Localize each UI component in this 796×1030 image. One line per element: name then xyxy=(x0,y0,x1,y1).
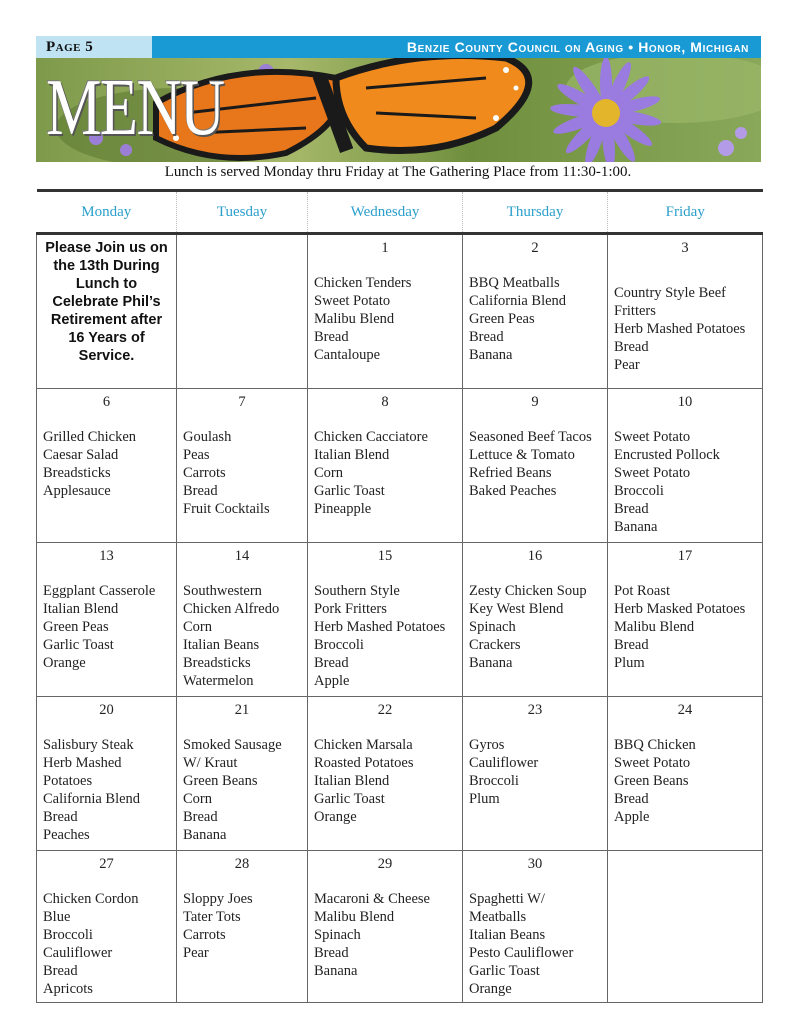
menu-items xyxy=(37,724,176,844)
day-number: 14 xyxy=(234,548,250,564)
menu-item: Breadsticks xyxy=(183,655,251,671)
menu-item: Carrots xyxy=(183,465,226,481)
menu-item: Broccoli xyxy=(314,637,364,653)
menu-item: Southwestern xyxy=(183,583,262,599)
menu-item: Fritters xyxy=(614,303,656,319)
menu-item: Green Beans xyxy=(614,773,689,789)
menu-items xyxy=(37,416,176,500)
menu-item: Southern Style xyxy=(314,583,400,599)
menu-item: Eggplant Casserole xyxy=(43,583,156,599)
day-cell xyxy=(308,389,463,543)
menu-item: Orange xyxy=(43,655,86,671)
menu-items xyxy=(463,724,607,808)
menu-item: Italian Beans xyxy=(183,637,260,653)
menu-item: Banana xyxy=(469,655,513,671)
menu-items xyxy=(308,724,462,826)
menu-item: Sloppy Joes xyxy=(183,891,253,907)
menu-item: Pork Fritters xyxy=(314,601,387,617)
day-number: 7 xyxy=(238,394,246,410)
weekday-header: Wednesday xyxy=(308,191,463,234)
menu-calendar xyxy=(36,189,763,1003)
menu-item: Spinach xyxy=(314,927,361,943)
menu-item: Bread xyxy=(614,637,649,653)
menu-item: Sweet Potato xyxy=(614,429,691,445)
menu-item: Sweet Potato xyxy=(314,293,391,309)
menu-item: Corn xyxy=(183,791,212,807)
menu-items xyxy=(608,416,762,536)
menu-item: Plum xyxy=(614,655,645,671)
day-cell xyxy=(308,234,463,389)
menu-items xyxy=(308,262,462,364)
menu-item: Green Peas xyxy=(469,311,535,327)
day-cell xyxy=(608,543,763,697)
day-cell xyxy=(608,851,763,1003)
menu-item: Sweet Potato xyxy=(614,755,691,771)
menu-item: Potatoes xyxy=(43,773,93,789)
menu-items xyxy=(463,262,607,364)
menu-item: Roasted Potatoes xyxy=(314,755,414,771)
menu-items xyxy=(608,570,762,672)
day-number: 23 xyxy=(527,702,543,718)
menu-item: Italian Blend xyxy=(314,773,390,789)
day-number xyxy=(177,235,307,262)
menu-title: MENU xyxy=(46,64,224,152)
menu-item: Bread xyxy=(614,339,649,355)
menu-item: Cauliflower xyxy=(469,755,539,771)
menu-items xyxy=(463,570,607,672)
day-cell xyxy=(463,697,608,851)
lunch-schedule-note: Lunch is served Monday thru Friday at The Gathering Place from 11:30-1:00. xyxy=(164,164,632,180)
day-cell xyxy=(177,851,308,1003)
menu-item: Apple xyxy=(314,673,350,689)
menu-item: Tater Tots xyxy=(183,909,241,925)
menu-item: Pesto Cauliflower xyxy=(469,945,574,961)
menu-item: Bread xyxy=(469,329,504,345)
menu-item: Goulash xyxy=(183,429,232,445)
menu-items xyxy=(463,878,607,998)
menu-item: Chicken Cacciatore xyxy=(314,429,428,445)
menu-item: Peas xyxy=(183,447,210,463)
menu-item: Spinach xyxy=(469,619,516,635)
day-cell xyxy=(463,234,608,389)
menu-item: Orange xyxy=(314,809,357,825)
weekday-header: Tuesday xyxy=(177,191,308,234)
menu-item: Chicken Alfredo xyxy=(183,601,280,617)
menu-item: Green Peas xyxy=(43,619,109,635)
menu-item: Orange xyxy=(469,981,512,997)
menu-item: Banana xyxy=(614,519,658,535)
week-row xyxy=(37,389,763,543)
day-number: 10 xyxy=(677,394,693,410)
menu-item: Corn xyxy=(314,465,343,481)
menu-item: Plum xyxy=(469,791,500,807)
menu-item: W/ Kraut xyxy=(183,755,238,771)
menu-item: Zesty Chicken Soup xyxy=(469,583,587,599)
menu-items xyxy=(308,570,462,690)
menu-item: Bread xyxy=(183,483,218,499)
menu-item: Bread xyxy=(183,809,218,825)
day-cell xyxy=(177,543,308,697)
menu-items xyxy=(37,570,176,672)
menu-item: Baked Peaches xyxy=(469,483,557,499)
day-cell xyxy=(37,851,177,1003)
weekday-header: Thursday xyxy=(463,191,608,234)
menu-item: Caesar Salad xyxy=(43,447,119,463)
weekday-header: Friday xyxy=(608,191,763,234)
menu-item: Green Beans xyxy=(183,773,258,789)
menu-item: Peaches xyxy=(43,827,90,843)
day-cell xyxy=(463,389,608,543)
retirement-announcement: Please Join us on the 13th During Lunch to Celebrate Phil’s Retirement after 16 Years of Service. xyxy=(45,240,168,364)
day-number: 16 xyxy=(527,548,543,564)
day-cell xyxy=(177,234,308,389)
menu-item: Key West Blend xyxy=(469,601,564,617)
day-cell xyxy=(463,851,608,1003)
menu-item: Chicken Marsala xyxy=(314,737,413,753)
day-cell xyxy=(37,697,177,851)
menu-item: Broccoli xyxy=(43,927,93,943)
day-cell xyxy=(308,543,463,697)
menu-item: Malibu Blend xyxy=(314,909,395,925)
day-number: 29 xyxy=(377,856,393,872)
menu-item: Seasoned Beef Tacos xyxy=(469,429,592,445)
menu-items xyxy=(177,416,307,518)
menu-item: Bread xyxy=(314,329,349,345)
menu-item: Pot Roast xyxy=(614,583,670,599)
menu-item: Bread xyxy=(314,655,349,671)
day-number: 2 xyxy=(531,240,539,256)
day-number: 8 xyxy=(381,394,389,410)
menu-item: Garlic Toast xyxy=(314,483,385,499)
menu-item: Pear xyxy=(183,945,209,961)
menu-item: Apricots xyxy=(43,981,93,997)
weekday-header-row xyxy=(37,191,763,234)
menu-item: Italian Blend xyxy=(314,447,390,463)
day-number: 20 xyxy=(99,702,114,718)
day-cell xyxy=(37,543,177,697)
week-row xyxy=(37,697,763,851)
menu-item: Lettuce & Tomato xyxy=(469,447,575,463)
menu-item: Bread xyxy=(43,963,78,979)
week-row xyxy=(37,234,763,389)
day-number: 30 xyxy=(527,856,543,872)
menu-item: Broccoli xyxy=(469,773,519,789)
menu-item: Bread xyxy=(614,501,649,517)
menu-item: Encrusted Pollock xyxy=(614,447,720,463)
page-number: Page 5 xyxy=(36,36,152,58)
menu-item: Cauliflower xyxy=(43,945,113,961)
menu-item: Herb Mashed Potatoes xyxy=(614,321,746,337)
menu-item: Smoked Sausage xyxy=(183,737,282,753)
menu-item: Corn xyxy=(183,619,212,635)
menu-item: Meatballs xyxy=(469,909,527,925)
menu-items xyxy=(608,878,762,890)
day-number: 13 xyxy=(99,548,114,564)
menu-item: Crackers xyxy=(469,637,521,653)
menu-item: Garlic Toast xyxy=(469,963,540,979)
day-number: 28 xyxy=(234,856,250,872)
menu-item: Refried Beans xyxy=(469,465,552,481)
menu-item: Macaroni & Cheese xyxy=(314,891,430,907)
menu-item: Blue xyxy=(43,909,71,925)
menu-item: Malibu Blend xyxy=(614,619,695,635)
day-number: 21 xyxy=(234,702,250,718)
menu-item: Herb Masked Potatoes xyxy=(614,601,746,617)
menu-items xyxy=(177,878,307,962)
menu-item: Bread xyxy=(43,809,78,825)
menu-item: Banana xyxy=(314,963,358,979)
menu-items xyxy=(37,878,176,998)
menu-item: Fruit Cocktails xyxy=(183,501,270,517)
menu-item: Banana xyxy=(183,827,227,843)
day-number: 24 xyxy=(677,702,693,718)
menu-item: Malibu Blend xyxy=(314,311,395,327)
menu-item: Breadsticks xyxy=(43,465,111,481)
menu-items xyxy=(177,724,307,844)
day-number: 1 xyxy=(381,240,389,256)
menu-items xyxy=(177,262,307,274)
day-cell xyxy=(37,234,177,389)
week-row xyxy=(37,543,763,697)
menu-item: Herb Mashed Potatoes xyxy=(314,619,446,635)
menu-item: Apple xyxy=(614,809,650,825)
day-number: 9 xyxy=(531,394,539,410)
menu-items xyxy=(608,724,762,826)
menu-item: California Blend xyxy=(43,791,141,807)
week-row xyxy=(37,851,763,1003)
menu-item: BBQ Meatballs xyxy=(469,275,560,291)
organization-title: Benzie County Council on Aging • Honor, Michigan xyxy=(406,39,749,55)
menu-item: Banana xyxy=(469,347,513,363)
menu-item: Cantaloupe xyxy=(314,347,381,363)
menu-item: Country Style Beef xyxy=(614,285,726,301)
menu-item: Herb Mashed xyxy=(43,755,122,771)
day-cell xyxy=(177,389,308,543)
menu-item: Italian Beans xyxy=(469,927,546,943)
menu-item: Garlic Toast xyxy=(43,637,114,653)
day-cell xyxy=(37,389,177,543)
menu-item: Applesauce xyxy=(43,483,111,499)
menu-item: BBQ Chicken xyxy=(614,737,696,753)
weekday-header: Monday xyxy=(37,191,177,234)
menu-item: Chicken Tenders xyxy=(314,275,412,291)
day-cell xyxy=(308,851,463,1003)
menu-item: Garlic Toast xyxy=(314,791,385,807)
day-cell xyxy=(608,697,763,851)
menu-item: Pear xyxy=(614,357,640,373)
day-cell xyxy=(308,697,463,851)
day-number: 22 xyxy=(377,702,393,718)
banner-image xyxy=(36,58,761,162)
menu-items xyxy=(608,262,762,374)
menu-item: Salisbury Steak xyxy=(43,737,134,753)
menu-items xyxy=(463,416,607,500)
day-number: 15 xyxy=(377,548,393,564)
day-number: 27 xyxy=(99,856,114,872)
menu-item: Watermelon xyxy=(183,673,254,689)
menu-item: Grilled Chicken xyxy=(43,429,137,445)
menu-item: Carrots xyxy=(183,927,226,943)
day-cell xyxy=(608,234,763,389)
menu-items xyxy=(308,416,462,518)
header-bar xyxy=(36,36,761,58)
day-cell xyxy=(608,389,763,543)
day-number: 17 xyxy=(677,548,693,564)
day-cell xyxy=(463,543,608,697)
menu-item: Spaghetti W/ xyxy=(469,891,545,907)
day-number: 6 xyxy=(102,394,111,410)
menu-items xyxy=(308,878,462,980)
menu-item: Gyros xyxy=(469,737,505,753)
menu-item: Chicken Cordon xyxy=(43,891,139,907)
menu-items xyxy=(177,570,307,690)
menu-item: Pineapple xyxy=(314,501,372,517)
menu-item: Bread xyxy=(614,791,649,807)
day-number xyxy=(608,851,762,878)
menu-item: California Blend xyxy=(469,293,567,309)
menu-item: Italian Blend xyxy=(43,601,119,617)
day-number: 3 xyxy=(681,240,689,256)
menu-item: Sweet Potato xyxy=(614,465,691,481)
menu-item: Broccoli xyxy=(614,483,664,499)
day-cell xyxy=(177,697,308,851)
menu-item: Bread xyxy=(314,945,349,961)
